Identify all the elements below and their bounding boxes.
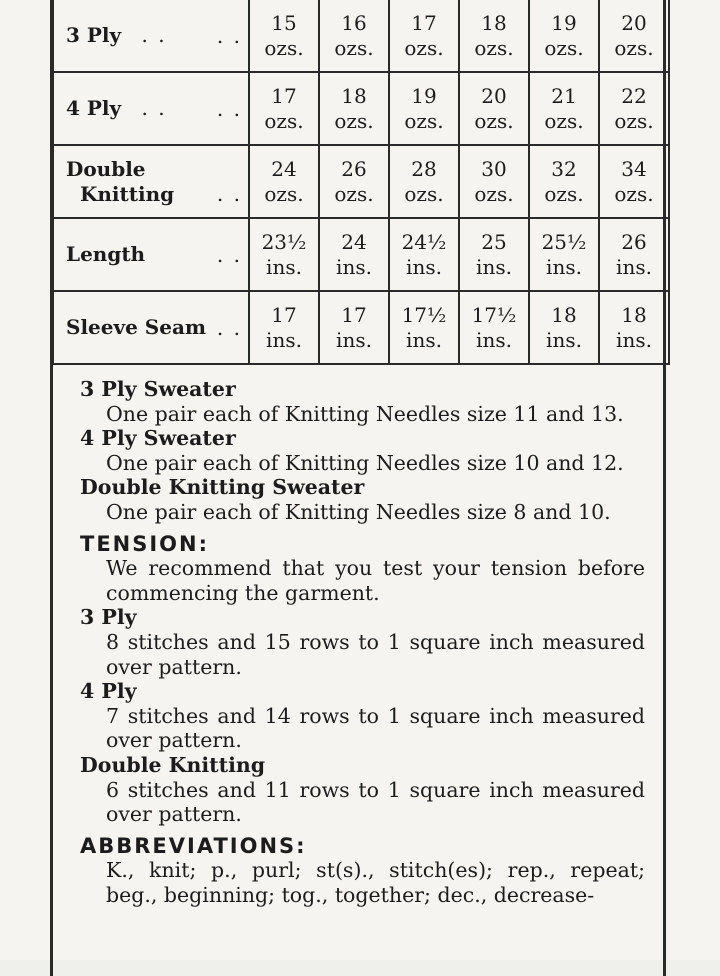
text-abbreviations: K., knit; p., purl; st(s)., stitch(es); rep., repeat; beg., beginning; tog., together; dec., decrease- <box>106 858 645 907</box>
table-row <box>53 72 669 145</box>
table-cell: 24 ins. <box>319 218 389 291</box>
row-label: 4 Ply <box>66 96 122 120</box>
table-cell: 22 ozs. <box>599 72 669 145</box>
table-cell: 18 ozs. <box>459 0 529 72</box>
row-dots-mid: . . <box>141 23 167 47</box>
table-row <box>53 0 669 72</box>
table-cell: 21 ozs. <box>529 72 599 145</box>
text-tension-4ply: 7 stitches and 14 rows to 1 square inch measured over pattern. <box>106 703 645 753</box>
heading-tension-4ply: 4 Ply <box>80 679 137 704</box>
row-label: Length <box>66 242 146 266</box>
table-cell: 17½ ins. <box>459 291 529 364</box>
table-cell: 23½ ins. <box>249 218 319 291</box>
heading-abbreviations: ABBREVIATIONS: <box>80 833 307 858</box>
text-tension-dk: 6 stitches and 11 rows to 1 square inch measured over pattern. <box>106 777 645 827</box>
heading-tension-3ply: 3 Ply <box>80 605 137 630</box>
row-label-cell <box>53 291 249 364</box>
table-cell: 28 ozs. <box>389 145 459 218</box>
table-cell: 24½ ins. <box>389 218 459 291</box>
table-cell: 24 ozs. <box>249 145 319 218</box>
heading-tension: TENSION: <box>80 531 210 556</box>
text-4ply-needles: One pair each of Knitting Needles size 10 and 12. <box>106 450 624 475</box>
table-cell: 26 ozs. <box>319 145 389 218</box>
text-3ply-needles: One pair each of Knitting Needles size 11 and 13. <box>106 401 624 426</box>
row-label-line2: Knitting <box>80 181 175 206</box>
row-label-line1: Double <box>66 156 146 181</box>
row-label-cell <box>53 145 249 218</box>
materials-table <box>52 0 670 365</box>
table-cell: 18 ozs. <box>319 72 389 145</box>
table-cell: 16 ozs. <box>319 0 389 72</box>
table-cell: 30 ozs. <box>459 145 529 218</box>
heading-4ply-sweater: 4 Ply Sweater <box>80 426 236 451</box>
pattern-notes <box>80 377 645 907</box>
row-dots: . . <box>216 316 242 340</box>
table-cell: 17 ins. <box>249 291 319 364</box>
table-row <box>53 218 669 291</box>
table-row <box>53 291 669 364</box>
row-label-cell <box>53 218 249 291</box>
table-cell: 32 ozs. <box>529 145 599 218</box>
row-label: Sleeve Seam <box>66 315 207 339</box>
heading-dk-sweater: Double Knitting Sweater <box>80 475 365 500</box>
table-cell: 25 ins. <box>459 218 529 291</box>
table-cell: 17 ins. <box>319 291 389 364</box>
table-cell: 15 ozs. <box>249 0 319 72</box>
row-label-cell <box>53 0 249 72</box>
row-dots: . . <box>216 243 242 267</box>
table-cell: 17½ ins. <box>389 291 459 364</box>
table-cell: 17 ozs. <box>389 0 459 72</box>
text-dk-needles: One pair each of Knitting Needles size 8 and 10. <box>106 499 611 524</box>
table-cell: 34 ozs. <box>599 145 669 218</box>
row-dots: . . <box>216 182 242 206</box>
table-cell: 20 ozs. <box>599 0 669 72</box>
table-cell: 25½ ins. <box>529 218 599 291</box>
table-cell: 20 ozs. <box>459 72 529 145</box>
table-cell: 18 ins. <box>529 291 599 364</box>
heading-tension-dk: Double Knitting <box>80 752 266 777</box>
row-dots-mid: . . <box>141 96 167 120</box>
row-label-cell <box>53 72 249 145</box>
row-dots: . . <box>216 24 242 48</box>
heading-3ply-sweater: 3 Ply Sweater <box>80 377 236 401</box>
row-dots: . . <box>216 97 242 121</box>
table-cell: 19 ozs. <box>389 72 459 145</box>
table-cell: 18 ins. <box>599 291 669 364</box>
table-cell: 26 ins. <box>599 218 669 291</box>
text-tension-3ply: 8 stitches and 15 rows to 1 square inch measured over pattern. <box>106 629 645 679</box>
table-row <box>53 145 669 218</box>
table-cell: 17 ozs. <box>249 72 319 145</box>
text-tension: We recommend that you test your tension before commencing the garment. <box>106 556 645 605</box>
row-label: 3 Ply <box>66 23 122 47</box>
table-cell: 19 ozs. <box>529 0 599 72</box>
